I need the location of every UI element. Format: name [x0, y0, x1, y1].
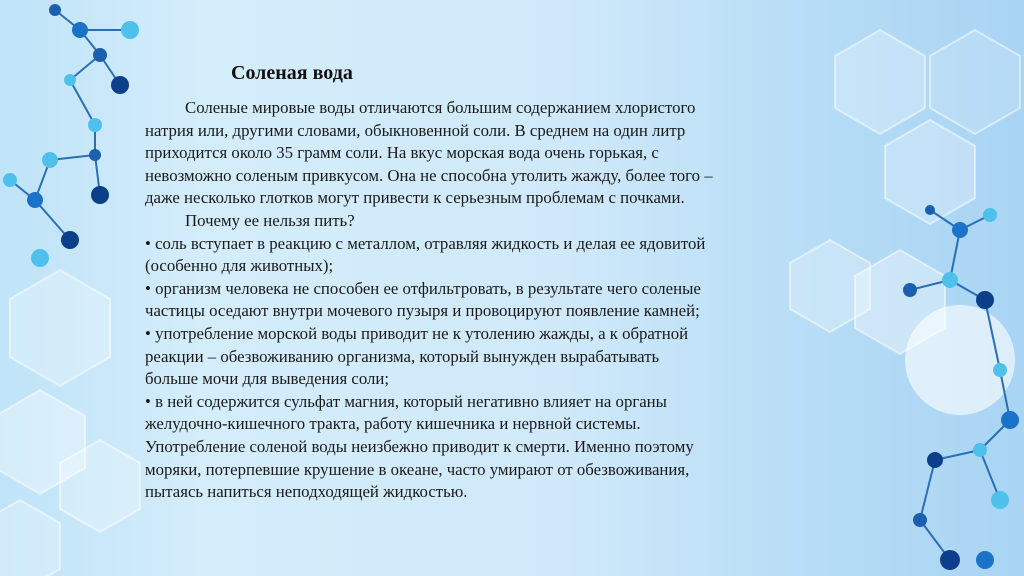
bullet-line: • организм человека не способен ее отфильтровать, в результате чего соленые — [145, 278, 701, 298]
text-line: невозможно соленым привкусом. Она не способна утолить жажду, более того – — [145, 165, 713, 185]
text-line: реакции – обезвоживанию организма, который вынужден вырабатывать — [145, 346, 660, 366]
text-line: Соленые мировые воды отличаются большим содержанием хлористого — [185, 98, 696, 117]
bullet-line: • в ней содержится сульфат магния, который негативно влияет на органы — [145, 391, 667, 411]
text-line: Употребление соленой воды неизбежно приводит к смерти. Именно поэтому — [145, 436, 694, 456]
text-line: пытаясь напиться неподходящей жидкостью. — [145, 482, 468, 502]
bullet-line: • соль вступает в реакцию с металлом, отравляя жидкость и делая ее ядовитой — [145, 233, 706, 253]
text-line: частицы оседают внутри мочевого пузыря и провоцируют появление камней; — [145, 301, 700, 321]
text-line: больше мочи для выведения соли; — [145, 369, 390, 389]
text-line: (особенно для животных); — [145, 256, 334, 276]
text-line: моряки, потерпевшие крушение в океане, часто умирают от обезвоживания, — [145, 459, 690, 479]
slide-body — [145, 97, 805, 504]
section-heading: Почему ее нельзя пить? — [185, 210, 355, 230]
text-line: приходится около 35 грамм соли. На вкус морская вода очень горькая, с — [145, 143, 659, 163]
text-line: желудочно-кишечного тракта, работу кишечника и нервной системы. — [145, 414, 641, 434]
bullet-line: • употребление морской воды приводит не к утолению жажды, а к обратной — [145, 323, 689, 343]
text-line: натрия или, другими словами, обыкновенной соли. В среднем на один литр — [145, 120, 686, 140]
slide-title: Соленая вода — [231, 62, 353, 84]
text-line: даже несколько глотков могут привести к серьезным проблемам с почками. — [145, 188, 685, 208]
